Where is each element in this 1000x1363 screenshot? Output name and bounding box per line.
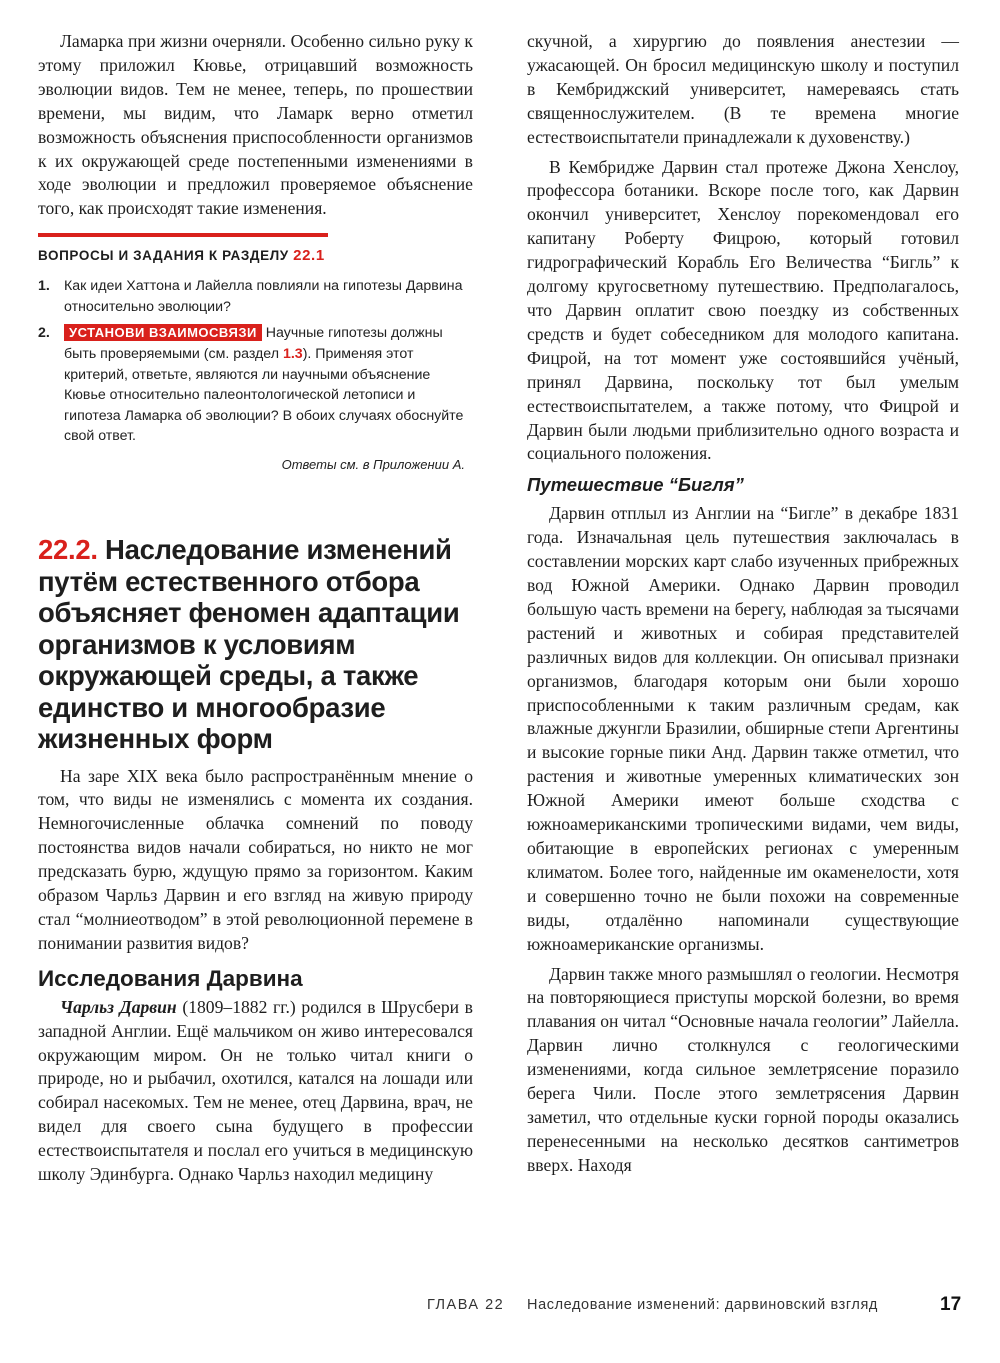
- darwin-paragraph-text: (1809–1882 гг.) родился в Шрусбери в западной Англии. Ещё мальчиком он живо интересовался окружающим миром. Он не только читал книги о природе, но и рыбачил, охотился, катался на лошади или собирал насекомых. Тем не менее, отец Дарвина, врач, не видел для своего сына будущего в профессии естествоиспытателя и послал его учиться в медицинскую школу Эдинбурга. Однако Чарльз находил медицину: [38, 996, 473, 1185]
- section-number: 22.2.: [38, 534, 98, 565]
- darwin-paragraph: [38, 996, 473, 1187]
- connect-tag: УСТАНОВИ ВЗАИМОСВЯЗИ: [64, 324, 262, 341]
- question-item-2: [38, 323, 473, 447]
- page-number: 17: [940, 1294, 962, 1315]
- continued-paragraph: скучной, а хирургию до появления анестезии — ужасающей. Он бросил медицинскую школу и поступил в Кембриджский университет, намереваясь стать священнослужителем. (В те времена многие естествоиспытатели принадлежали к духовенству.): [527, 31, 959, 147]
- henslow-paragraph: В Кембридже Дарвин стал протеже Джона Хенслоу, профессора ботаники. Вскоре после того, как Дарвин окончил университет, Хенслоу порекомендовал его капитану Роберту Фицрою, который готовил гидрографический Корабль Его Величества “Бигль” к долгому кругосветному путешествию. Предполагалось, что Дарвин оплатит свою поездку из собственных средств и будет собеседником для молодого капитана. Фицрой, на тот момент уже состоявшийся учёный, принял Дарвина, поскольку тот был умелым естествоиспытателем, а также потому, что Фицрой и Дарвин были людьми приблизительно одного возраста и социального положения.: [527, 156, 959, 464]
- question-text-part: Научные гипотезы должны быть проверяемыми (см. раздел: [64, 325, 443, 363]
- subheading-darwin-research: Исследования Дарвина: [38, 965, 303, 991]
- questions-box: [38, 233, 473, 472]
- questions-title-text: ВОПРОСЫ И ЗАДАНИЯ К РАЗДЕЛУ: [38, 248, 289, 264]
- questions-title: [38, 247, 473, 264]
- geology-paragraph: Дарвин также много размышлял о геологии. Несмотря на повторяющиеся приступы морской болезни, во время плавания он читал “Основные начала геологии” Лайелла. Дарвин лично столкнулся с геологическими изменениями, когда сильное землетрясение поразило берега Чили. После этого землетрясения Дарвин заметил, что отдельные куски горной породы оказались перенесенными на несколько десятков сантиметров вверх. Находя: [527, 963, 959, 1175]
- question-text-part: ). Применяя этот критерий, ответьте, являются ли научными объяснение Кювье относительно палеонтологической летописи и гипотеза Ламарка об эволюции? В обоих случаях обоснуйте свой ответ.: [64, 346, 464, 445]
- question-item-1: [38, 276, 473, 317]
- question-number: 1.: [38, 278, 50, 295]
- section-paragraph: На заре XIX века было распространённым мнение о том, что виды не изменялись с момента их создания. Немногочисленные облачка сомнений по поводу постоянства видов начали собираться, но никто не мог предсказать бурю, ждущую прямо за горизонтом. Каким образом Чарльз Дарвин и его взгляд на живую природу стал “молниеотводом” в этой революционной перемене в понимании развития видов?: [38, 765, 473, 953]
- footer-chapter: ГЛАВА 22: [427, 1297, 505, 1313]
- question-text: [64, 323, 473, 447]
- subheading-beagle-voyage: Путешествие “Бигля”: [527, 474, 744, 496]
- section-heading-text: Наследование изменений путём естественного отбора объясняет феномен адаптации организмов к условиям окружающей среды, а также единство и многообразие жизненных форм: [38, 534, 460, 754]
- page-footer: [0, 1294, 1000, 1324]
- answers-note: Ответы см. в Приложении А.: [281, 457, 465, 472]
- questions-list: [38, 276, 473, 447]
- section-reference: 1.3: [282, 346, 303, 363]
- voyage-paragraph: Дарвин отплыл из Англии на “Бигле” в декабре 1831 года. Изначальная цель путешествия заключалась в составлении морских карт слабо изученных прибрежных вод Южной Америки. Однако Дарвин проводил большую часть времени на берегу, наблюдая за тысячами растений и животных и собирая представителей различных видов для коллекции. Он описывал признаки организмов, благодаря которым они были хорошо приспособленными к таким различным средам, как влажные джунгли Бразилии, обширные степи Аргентины и высокие горные пики Анд. Дарвин также отметил, что растения и животные умеренных климатических зон Южной Америки имеют больше сходства с южноамериканскими тропическими видами, чем виды, обитающие в европейских регионах с умеренным климатом. Более того, найденные им окаменелости, хотя и совершенно точно не были похожи на современные виды, отдалённо напоминали существующие южноамериканские организмы.: [527, 503, 959, 954]
- footer-title: Наследование изменений: дарвиновский взгляд: [527, 1297, 878, 1313]
- right-column: [527, 30, 959, 1178]
- intro-paragraph: Ламарка при жизни очерняли. Особенно сильно руку к этому приложил Кювье, отрицавший возможность эволюции видов. Тем не менее, теперь, по прошествии времени, мы видим, что Ламарк верно отметил возможность объяснения приспособленности организмов к их окружающей среде постепенными изменениями в ходе эволюции и предложил проверяемое объяснение того, как происходят такие изменения.: [38, 31, 473, 219]
- questions-section-number: 22.1: [293, 247, 325, 265]
- question-number: 2.: [38, 325, 50, 342]
- left-column: [38, 30, 473, 1187]
- darwin-name: Чарльз Дарвин: [60, 996, 177, 1017]
- question-text: Как идеи Хаттона и Лайелла повлияли на гипотезы Дарвина относительно эволюции?: [64, 278, 463, 315]
- section-heading: [38, 534, 473, 755]
- questions-accent-bar: [38, 233, 328, 237]
